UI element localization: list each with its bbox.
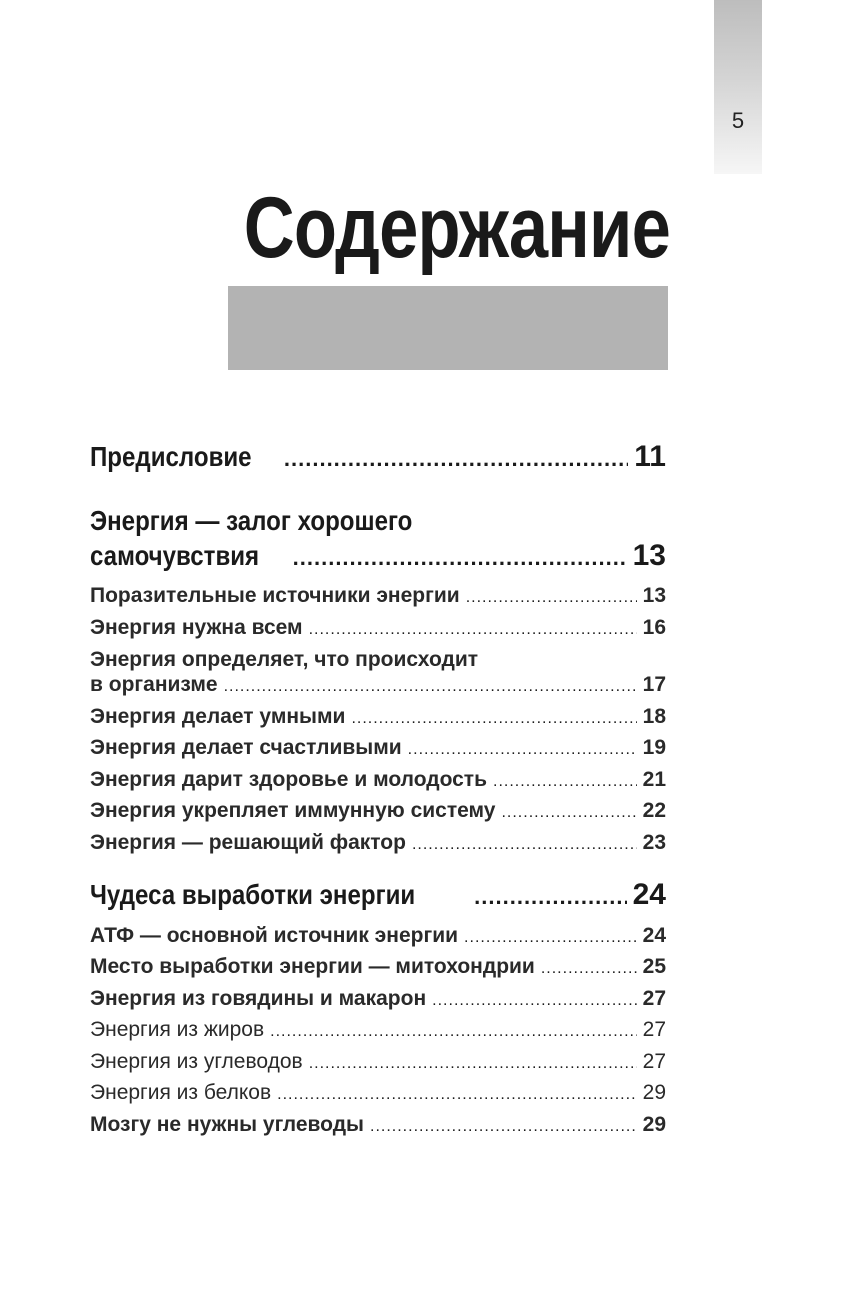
toc-entry-title: Энергия из жиров — [90, 1018, 265, 1041]
toc-entry-title: Энергия укрепляет иммунную систему — [90, 799, 496, 822]
toc-entry-page: 11 — [634, 440, 666, 473]
toc-entry-title: самочувствия — [90, 540, 260, 571]
toc-entry-title: Предисловие — [90, 441, 252, 472]
toc-leader-dots — [351, 710, 636, 728]
toc-entry-page: 27 — [642, 1018, 666, 1041]
toc-entry-energy-line1: Энергия — залог хорошего — [90, 505, 413, 536]
toc-leader-dots — [464, 929, 637, 947]
toc-entry-page: 19 — [642, 736, 666, 759]
page-number: 5 — [731, 108, 745, 133]
toc-entry-title: Энергия из углеводов — [90, 1050, 303, 1073]
toc-leader-dots — [370, 1118, 637, 1136]
toc-leader-dots — [408, 741, 637, 759]
toc-leader-dots — [284, 446, 628, 472]
toc-entry[interactable] — [90, 584, 666, 608]
toc-leader-dots — [412, 836, 637, 854]
toc-entry-title: Энергия из белков — [90, 1081, 272, 1104]
toc-entry-page: 24 — [642, 924, 666, 947]
toc-leader-dots — [493, 773, 637, 791]
toc-entry-page: 29 — [642, 1081, 666, 1104]
toc-entry[interactable] — [90, 768, 666, 792]
toc-entry[interactable] — [90, 616, 666, 640]
toc-leader-dots — [501, 804, 636, 822]
toc-entry-title: Энергия из говядины и макарон — [90, 987, 427, 1010]
toc-entry-page: 16 — [642, 616, 666, 639]
toc-entry-title: Энергия — решающий фактор — [90, 831, 406, 854]
toc-entry-title: Чудеса выработки энергии — [90, 879, 416, 910]
toc-entry-line1: Энергия определяет, что происходит — [90, 648, 479, 671]
toc-entry[interactable] — [90, 831, 666, 855]
toc-entry[interactable] — [90, 1113, 666, 1137]
toc-leader-dots — [474, 884, 626, 910]
toc-leader-dots — [277, 1086, 637, 1104]
toc-leader-dots — [466, 589, 637, 607]
toc-leader-dots — [309, 621, 637, 639]
toc-entry[interactable] — [90, 736, 666, 760]
toc-entry-title: Энергия нужна всем — [90, 616, 303, 639]
toc-leader-dots — [270, 1023, 637, 1041]
toc-entry-energy[interactable] — [90, 539, 666, 573]
toc-entry-page: 29 — [642, 1113, 666, 1136]
toc-entry-page: 27 — [642, 987, 666, 1010]
toc-entry-title: Место выработки энергии — митохондрии — [90, 955, 535, 978]
toc-leader-dots — [309, 1055, 637, 1073]
toc-entry-title: Мозгу не нужны углеводы — [90, 1113, 364, 1136]
toc-entry-page: 21 — [642, 768, 666, 791]
toc-entry-title: Энергия делает умными — [90, 705, 346, 728]
toc-entry-page: 25 — [642, 955, 666, 978]
toc-entry-title: в организме — [90, 673, 218, 696]
toc-leader-dots — [224, 678, 637, 696]
toc-leader-dots — [432, 992, 636, 1010]
toc-entry[interactable] — [90, 705, 666, 729]
toc-subentry[interactable] — [90, 1081, 666, 1105]
toc-subentry[interactable] — [90, 1050, 666, 1074]
toc-entry-title: Энергия делает счастливыми — [90, 736, 402, 759]
toc-entry-page: 27 — [642, 1050, 666, 1073]
toc-entry-page: 13 — [642, 584, 666, 607]
toc-entry-page: 22 — [642, 799, 666, 822]
toc-leader-dots — [541, 960, 637, 978]
toc-entry[interactable] — [90, 924, 666, 948]
toc-entry-miracles[interactable] — [90, 878, 666, 912]
toc-entry[interactable] — [90, 799, 666, 823]
toc-entry-page: 18 — [642, 705, 666, 728]
toc-entry-page: 13 — [632, 539, 666, 572]
toc-subentry[interactable] — [90, 1018, 666, 1042]
toc-entry[interactable] — [90, 955, 666, 979]
toc-entry-title: Поразительные источники энергии — [90, 584, 460, 607]
toc-entry-preface[interactable] — [90, 440, 666, 474]
toc-entry-title: АТФ — основной источник энергии — [90, 924, 459, 947]
toc-leader-dots — [293, 545, 627, 571]
toc-entry[interactable] — [90, 987, 666, 1011]
toc-entry-title: Энергия дарит здоровье и молодость — [90, 768, 488, 791]
toc-entry-page: 23 — [642, 831, 666, 854]
toc-entry[interactable] — [90, 673, 666, 697]
page-title: Содержание — [243, 180, 670, 276]
toc-entry-page: 17 — [642, 673, 666, 696]
toc-entry-page: 24 — [632, 878, 666, 911]
